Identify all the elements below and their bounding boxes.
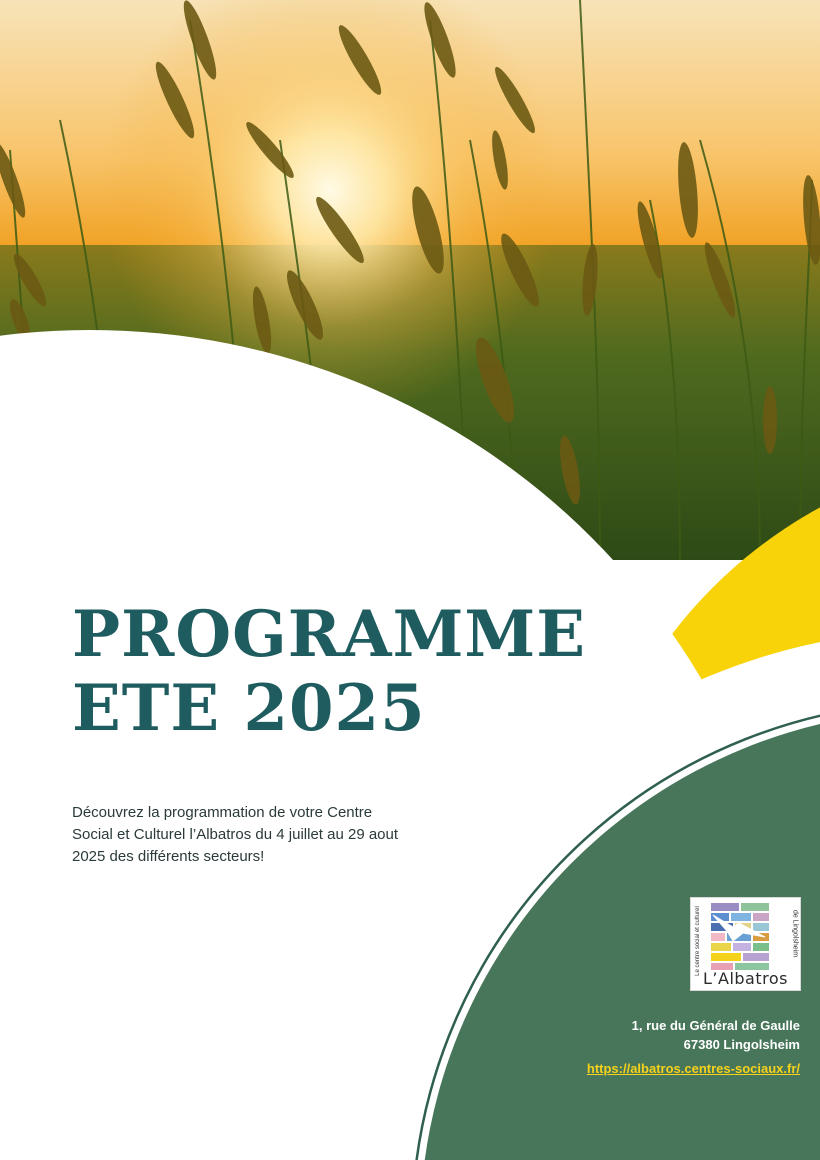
address-city: 67380 Lingolsheim [683, 1037, 800, 1052]
address-street: 1, rue du Général de Gaulle [631, 1018, 800, 1033]
address-block [632, 1016, 800, 1054]
title-line-1: PROGRAMME [72, 597, 587, 672]
title-line-2: ETE 2025 [72, 671, 426, 746]
logo-side-left-text: Le centre social et culturel [695, 906, 701, 976]
albatros-mosaic-icon [703, 901, 773, 971]
albatros-logo [690, 897, 801, 991]
logo-wordmark: L’Albatros [703, 969, 788, 988]
website-link[interactable]: https://albatros.centres-sociaux.fr/ [586, 1061, 800, 1076]
intro-text: Découvrez la programmation de votre Centre Social et Culturel l’Albatros du 4 juillet au 29 aout 2025 des différents secteurs! [72, 804, 399, 865]
logo-side-right-text: de Lingolsheim [791, 909, 799, 958]
page-title [72, 598, 586, 746]
